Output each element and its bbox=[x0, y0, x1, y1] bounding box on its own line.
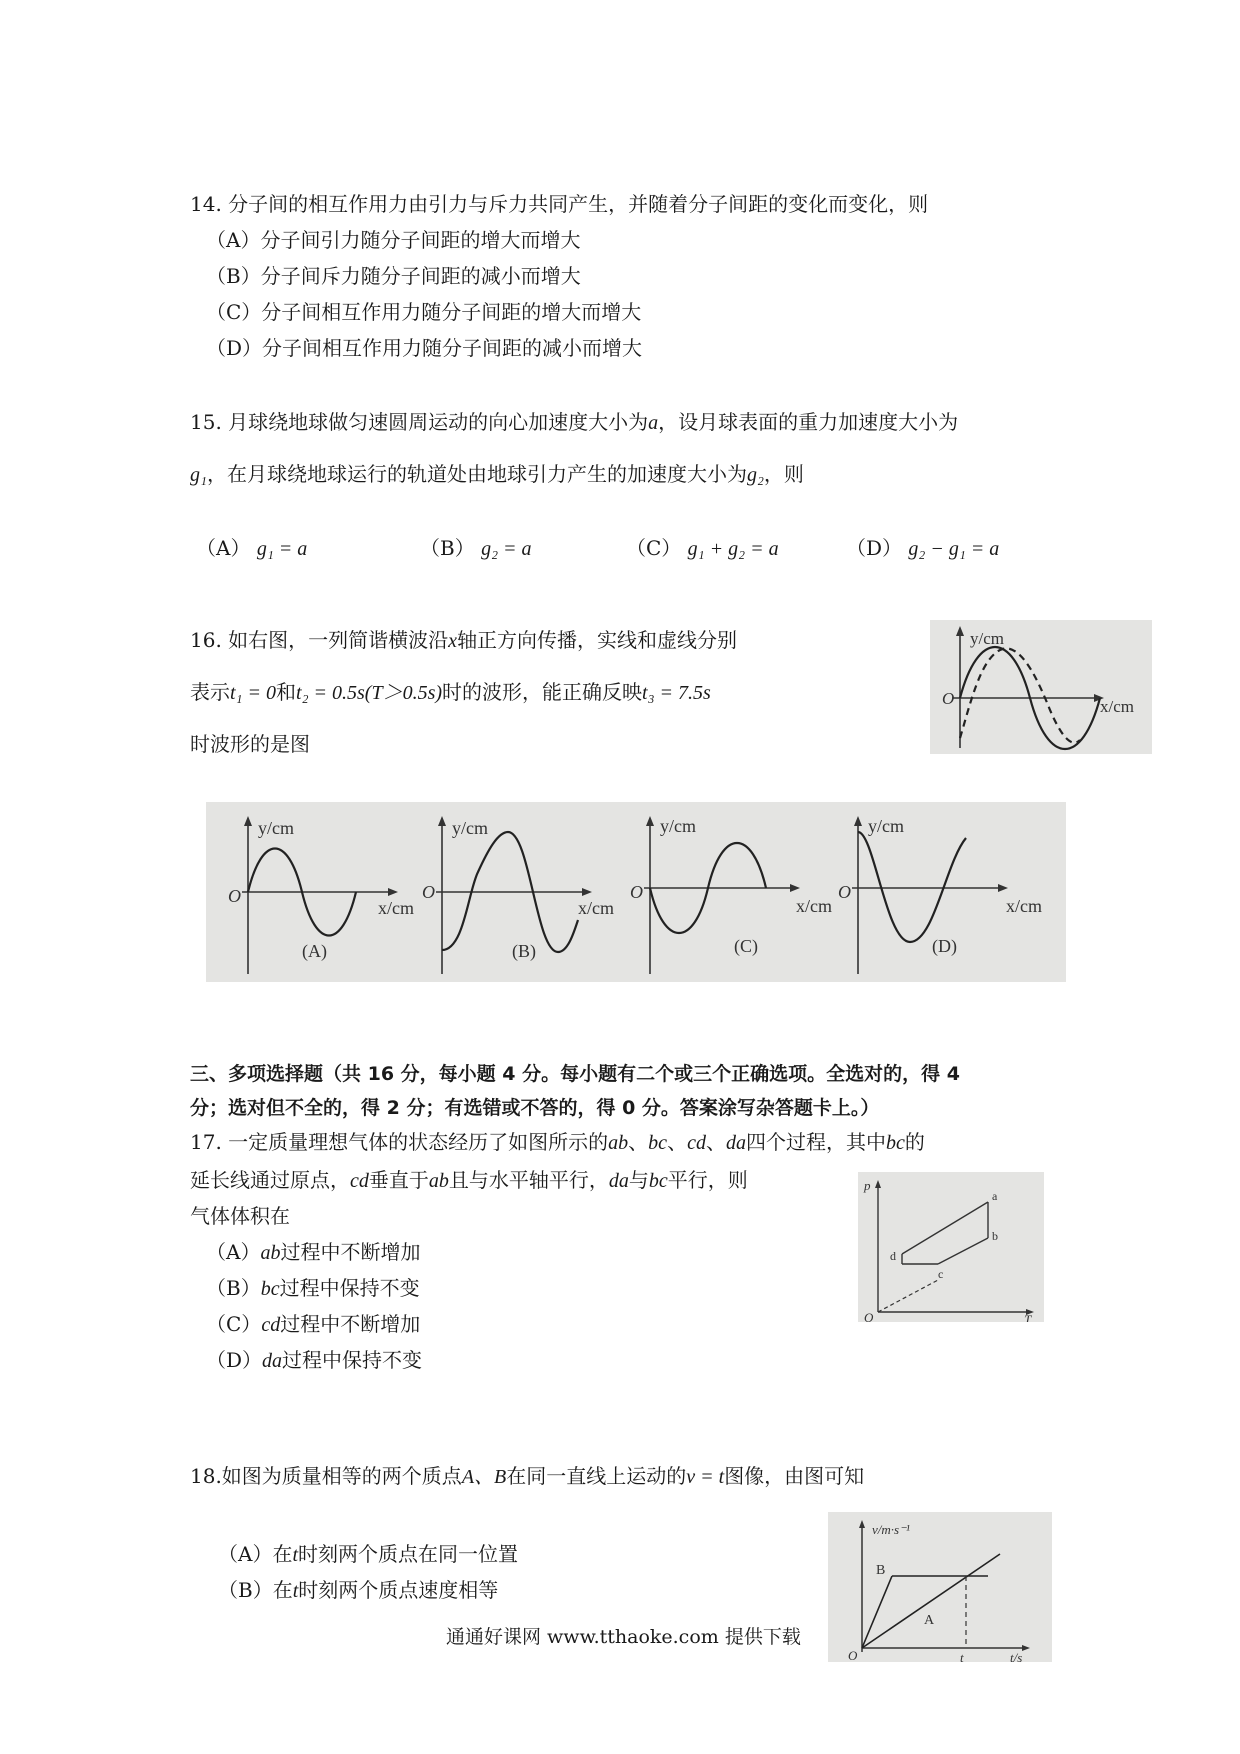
q17-option-text: 过程中不断增加 bbox=[280, 1240, 421, 1264]
q17-text: 垂直于 bbox=[368, 1168, 429, 1192]
q17-cd: cd bbox=[350, 1170, 369, 1192]
q17-option-label: （D） bbox=[206, 1348, 263, 1372]
q18-option-label: （B）在 bbox=[218, 1578, 293, 1602]
q16-choice-figures bbox=[206, 802, 1066, 982]
q17-sep: 、 bbox=[628, 1130, 649, 1154]
q15-option-b bbox=[420, 534, 532, 563]
q18-option-sym: t bbox=[292, 1580, 299, 1602]
q17-da: da bbox=[725, 1132, 746, 1154]
q17-option-text: 过程中保持不变 bbox=[279, 1276, 420, 1300]
q17-text: 延长线通过原点， bbox=[190, 1168, 350, 1192]
choice-label-b: (B) bbox=[512, 941, 536, 961]
q16-reference-graph bbox=[930, 620, 1152, 754]
q18-option-text: 时刻两个质点在同一位置 bbox=[298, 1542, 519, 1566]
choice-graph-c bbox=[630, 816, 832, 974]
q18-option-sym: t bbox=[292, 1544, 299, 1566]
q17-text: 与 bbox=[628, 1168, 649, 1192]
q17-bc: bc bbox=[885, 1132, 905, 1154]
q17-text: 17. 一定质量理想气体的状态经历了如图所示的 bbox=[190, 1130, 609, 1154]
q18-option-a bbox=[218, 1540, 518, 1569]
choice-graph-a bbox=[228, 816, 414, 974]
q17-option-sym: ab bbox=[260, 1242, 281, 1264]
q17-stem-line2 bbox=[190, 1166, 748, 1195]
q15-text: 15. 月球绕地球做匀速圆周运动的向心加速度大小为 bbox=[190, 410, 649, 434]
y-axis-label: y/cm bbox=[660, 816, 696, 836]
point-c-label: c bbox=[938, 1267, 944, 1281]
q17-pt-graph bbox=[858, 1172, 1044, 1322]
footer-watermark: 通通好课网 www.tthaoke.com 提供下载 bbox=[446, 1626, 801, 1648]
choice-label-a: (A) bbox=[302, 941, 327, 961]
q15-option-a bbox=[196, 534, 307, 563]
q16-stem-line1 bbox=[190, 626, 737, 655]
q15-g2-symbol: g₂ bbox=[746, 464, 764, 486]
y-axis-label: y/cm bbox=[258, 818, 294, 838]
q17-text: 四个过程，其中 bbox=[745, 1130, 886, 1154]
q17-ab: ab bbox=[428, 1170, 449, 1192]
q17-pt-figure bbox=[858, 1172, 1044, 1322]
q14-stem: 14. 分子间的相互作用力由引力与斥力共同产生，并随着分子间距的变化而变化，则 bbox=[190, 192, 929, 216]
q18-text: 图像，由图可知 bbox=[724, 1464, 865, 1488]
q15-option-expr: g₂ − g₁ = a bbox=[908, 538, 1000, 560]
q15-option-c bbox=[626, 534, 779, 563]
q17-text: 且与水平轴平行， bbox=[448, 1168, 609, 1192]
q16-text: 和 bbox=[276, 680, 297, 704]
y-axis-label: y/cm bbox=[452, 818, 488, 838]
label-a: A bbox=[924, 1613, 935, 1628]
q14-option-a: （A）分子间引力随分子间距的增大而增大 bbox=[206, 228, 581, 252]
q17-option-sym: da bbox=[262, 1350, 283, 1372]
segment-da bbox=[902, 1202, 988, 1254]
point-b-label: b bbox=[992, 1229, 998, 1243]
q16-stem-line2 bbox=[190, 678, 711, 707]
q18-text: 在同一直线上运动的 bbox=[506, 1464, 687, 1488]
point-d-label: d bbox=[890, 1249, 896, 1263]
q15-text: ，在月球绕地球运行的轨道处由地球引力产生的加速度大小为 bbox=[206, 462, 747, 486]
q15-option-d bbox=[846, 534, 999, 563]
q15-stem-line1 bbox=[190, 408, 958, 437]
x-axis-label: x/cm bbox=[1006, 896, 1042, 916]
q17-option-text: 过程中不断增加 bbox=[280, 1312, 421, 1336]
q17-text: 平行，则 bbox=[667, 1168, 748, 1192]
label-b: B bbox=[876, 1563, 886, 1578]
q17-option-label: （A） bbox=[206, 1240, 261, 1264]
q16-reference-figure bbox=[930, 620, 1152, 754]
q16-text: 16. 如右图，一列简谐横波沿 bbox=[190, 628, 449, 652]
section3-header-line1: 三、多项选择题（共 16 分，每小题 4 分。每小题有二个或三个正确选项。全选对的，得 4 bbox=[190, 1063, 960, 1085]
q17-option-label: （C） bbox=[206, 1312, 262, 1336]
y-axis-arrow bbox=[956, 626, 964, 636]
q17-sep: 、 bbox=[667, 1130, 688, 1154]
q18-stem bbox=[190, 1462, 864, 1491]
q18-vt-graph bbox=[828, 1512, 1052, 1662]
q16-text: 表示 bbox=[190, 680, 230, 704]
q15-a-symbol: a bbox=[648, 412, 659, 434]
q16-choice-graphs bbox=[206, 802, 1066, 982]
q17-option-d bbox=[206, 1346, 422, 1375]
x-axis-label: x/cm bbox=[378, 898, 414, 918]
origin-label: O bbox=[228, 886, 241, 906]
q15-text: ，设月球表面的重力加速度大小为 bbox=[658, 410, 959, 434]
q15-option-label: （A） bbox=[196, 536, 251, 560]
y-axis-label: y/cm bbox=[970, 629, 1004, 648]
y-axis-label: y/cm bbox=[868, 816, 904, 836]
dashed-wave bbox=[960, 648, 1080, 742]
q16-stem-line3: 时波形的是图 bbox=[190, 732, 310, 756]
q16-t3: t₃ = 7.5s bbox=[642, 682, 711, 704]
q15-option-label: （B） bbox=[420, 536, 475, 560]
q17-bc: bc bbox=[648, 1132, 668, 1154]
q17-option-sym: bc bbox=[260, 1278, 280, 1300]
q18-vt: v = t bbox=[686, 1466, 725, 1488]
q15-text: ，则 bbox=[763, 462, 804, 486]
q17-option-label: （B） bbox=[206, 1276, 261, 1300]
q17-bc: bc bbox=[648, 1170, 668, 1192]
x-axis-label: x/cm bbox=[1100, 697, 1134, 716]
q15-option-label: （D） bbox=[846, 536, 903, 560]
q14-option-c: （C）分子间相互作用力随分子间距的增大而增大 bbox=[206, 300, 642, 324]
choice-label-d: (D) bbox=[932, 936, 957, 956]
choice-graph-d bbox=[838, 816, 1042, 974]
t-marker-label: t bbox=[960, 1650, 964, 1662]
q17-option-a bbox=[206, 1238, 420, 1267]
q15-g1-symbol: g₁ bbox=[190, 464, 207, 486]
q15-option-expr: g₁ + g₂ = a bbox=[687, 538, 779, 560]
q15-option-label: （C） bbox=[626, 536, 682, 560]
p-axis-label: p bbox=[864, 1178, 871, 1193]
q17-stem-line3: 气体体积在 bbox=[190, 1204, 290, 1228]
q15-option-expr: g₂ = a bbox=[481, 538, 532, 560]
origin-label: O bbox=[422, 882, 435, 902]
wave-d bbox=[858, 832, 966, 942]
q16-t1: t₁ = 0 bbox=[230, 682, 277, 704]
t-axis-label: t/s bbox=[1010, 1650, 1023, 1662]
section3-header-line2: 分；选对但不全的，得 2 分；有选错或不答的，得 0 分。答案涂写杂答题卡上。） bbox=[190, 1097, 880, 1119]
origin-label: O bbox=[942, 689, 955, 708]
q17-option-sym: cd bbox=[261, 1314, 281, 1336]
x-axis-label: x/cm bbox=[796, 896, 832, 916]
segment-bc bbox=[938, 1238, 988, 1264]
q16-t2: t₂ = 0.5s(T＞0.5s) bbox=[296, 682, 443, 704]
q18-text: 18.如图为质量相等的两个质点 bbox=[190, 1464, 462, 1488]
x-axis-label: x/cm bbox=[578, 898, 614, 918]
q18-option-label: （A）在 bbox=[218, 1542, 293, 1566]
q16-x-symbol: x bbox=[448, 630, 458, 652]
point-a-label: a bbox=[992, 1189, 998, 1203]
q18-option-text: 时刻两个质点速度相等 bbox=[298, 1578, 499, 1602]
q17-da: da bbox=[608, 1170, 629, 1192]
t-axis-label: T bbox=[1024, 1312, 1032, 1322]
origin-label: O bbox=[864, 1310, 874, 1322]
v-axis-label: v/m·s⁻¹ bbox=[872, 1522, 910, 1537]
choice-label-c: (C) bbox=[734, 936, 758, 956]
q17-ab: ab bbox=[608, 1132, 629, 1154]
origin-label: O bbox=[838, 882, 851, 902]
q17-option-text: 过程中保持不变 bbox=[282, 1348, 423, 1372]
q17-stem-line1 bbox=[190, 1128, 925, 1157]
choice-graph-b bbox=[422, 816, 614, 974]
bc-extension bbox=[878, 1280, 938, 1312]
q18-option-b bbox=[218, 1576, 498, 1605]
origin-label: O bbox=[630, 882, 643, 902]
q17-option-c bbox=[206, 1310, 420, 1339]
q14-option-d: （D）分子间相互作用力随分子间距的减小而增大 bbox=[206, 336, 643, 360]
q17-sep: 、 bbox=[705, 1130, 726, 1154]
origin-label: O bbox=[848, 1648, 858, 1662]
q16-text: 轴正方向传播，实线和虚线分别 bbox=[457, 628, 738, 652]
q16-text: 时的波形，能正确反映 bbox=[442, 680, 643, 704]
q17-cd: cd bbox=[687, 1132, 706, 1154]
q14-option-b: （B）分子间斥力随分子间距的减小而增大 bbox=[206, 264, 581, 288]
q15-stem-line2 bbox=[190, 460, 804, 489]
q17-option-b bbox=[206, 1274, 420, 1303]
q15-option-expr: g₁ = a bbox=[256, 538, 308, 560]
q18-ab: A、B bbox=[461, 1466, 507, 1488]
q18-vt-figure bbox=[828, 1512, 1052, 1662]
q17-text: 的 bbox=[904, 1130, 925, 1154]
